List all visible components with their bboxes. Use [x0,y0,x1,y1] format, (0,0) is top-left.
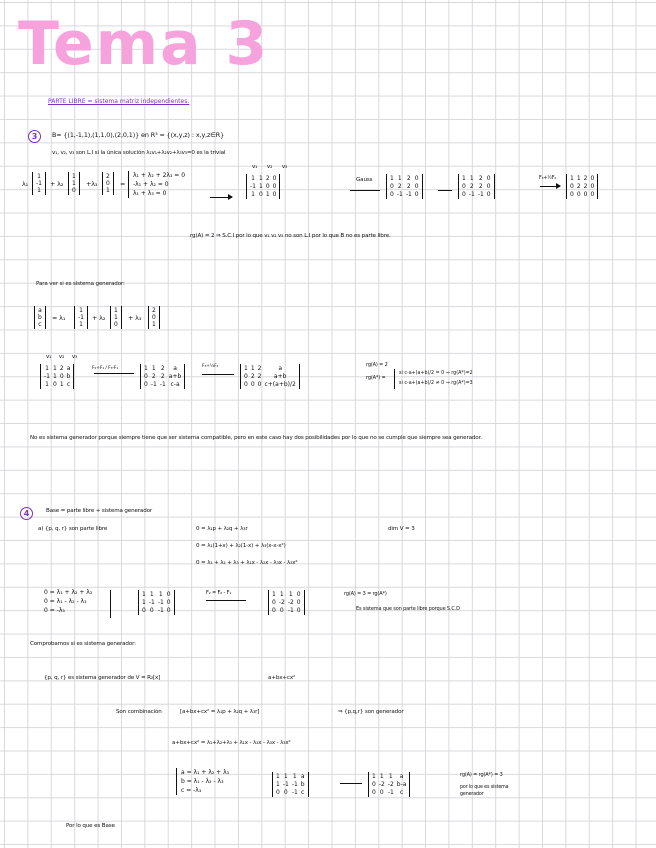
ex4-rank: rg(A) = 3 = rg(A*) [344,591,387,597]
step-label-f3: F₃+½F₂ [539,176,557,181]
final-step-line [340,783,362,784]
ex3-matrix-b: 1 1 2 0 0 2 2 0 0 -1 -1 0 [386,174,423,199]
check-generator: Comprobamos si es sistema generador: [30,641,136,647]
ex4-conclusion-libre: Es sistema que son parte libre porque S.C.D [356,606,460,612]
combination-label: Son combinación [116,709,162,715]
ex3-conclusion: No es sistema generador porque siempre tiene que ser sistema compatible, pero en este caso hay dos posibilidades por lo que no se cumple que siempre sea generador. [30,435,482,441]
final-note: por lo que es sistema generador [460,785,509,797]
gen-vector-v2: 1 1 0 [110,306,122,329]
step-line-2 [438,190,452,191]
ex4-eq3: 0 = λ₁ + λ₂ + λ₃ + λ₁x - λ₂x - λ₃x - λ₃x² [196,560,298,566]
aug-step2-label: F₃+½F₂ [202,364,219,369]
ex3-line1: B= {(1,-1,1),(1,1,0),(2,0,1)} en R³ = {(x,y,z) : x,y,z∈R} [52,131,225,139]
final-matrix-b: 1 1 1 a 0 -2 -2 b-a 0 0 -1 c [368,772,410,797]
ex4-matrix-b: 1 1 1 0 0 -2 -2 0 0 0 -1 0 [268,590,305,615]
ex4-step-label: F₂ = F₂ - F₁ [206,590,232,596]
combination-equation: [a+bx+cx² = λ₁p + λ₂q + λ₃r] [180,709,260,715]
aug-matrix-a: 1 1 2 a -1 1 0 b 1 0 1 c [40,364,74,389]
exercise-3-number: 3 [28,130,41,143]
vector-v1: 1 -1 1 [32,172,46,195]
gauss-label: Gauss [356,177,373,183]
ex4-header: Base = parte libre + sistema generador [46,508,153,514]
aug-matrix-b: 1 1 2 a 0 2 2 a+b 0 -1 -1 c-a [140,364,185,389]
gen-plus-lambda3: + λ₃ [128,314,142,322]
closing-line: Por lo que es Base [66,823,115,829]
gen-eq-lambda1: = λ₁ [52,314,66,322]
gen-vector-v3: 2 0 1 [148,306,160,329]
plus-lambda2-label: + λ₂ [50,180,64,188]
aug-column-labels: v₁ v₂ v₃ [46,354,78,360]
subtitle: PARTE LIBRE = sistema matriz independientes. [48,98,190,105]
final-matrix-a: 1 1 1 a 1 -1 -1 b 0 0 -1 c [272,772,309,797]
final-system: a = λ₁ + λ₂ + λ₃ b = λ₁ - λ₂ - λ₃ c = -λ₃ [176,768,229,795]
final-rank: rg(A) = rg(A*) = 3 [460,772,503,778]
step-arrow [540,186,560,187]
rank-cases: si c-a+(a+b)/2 = 0 ⇒ rg(A*)=2 si c-a+(a+b)/2 ≠ 0 ⇒ rg(A*)=3 [394,369,473,389]
vector-v2: 1 1 0 [68,172,80,195]
generator-statement: {p, q, r} es sistema generador de V = R₂[x] [44,675,161,681]
lambda1-label: λ₁ [22,180,29,188]
gen-vector-v1: 1 -1 1 [74,306,88,329]
expanded-equation: a+bx+cx² = λ₁+λ₂+λ₃ + λ₁x - λ₂x - λ₃x - λ₃x² [172,740,291,746]
exercise-4-number: 4 [20,507,33,520]
gen-plus-lambda2: + λ₂ [92,314,106,322]
ex4-eq2: 0 = λ₁(1+x) + λ₂(1-x) + λ₃(x-x-x²) [196,543,286,549]
aug-step2-line [202,374,234,375]
combination-result: ⇒ {p,q,r} son generador [338,709,404,715]
ex4-eq1: 0 = λ₁p + λ₂q + λ₃r [196,526,248,532]
ex3-system: λ₁ + λ₂ + 2λ₃ = 0 -λ₁ + λ₂ = 0 λ₁ + λ₃ = 0 [128,171,185,198]
vector-v3: 2 0 1 [102,172,114,195]
ex4-dim: dim V = 3 [388,526,415,532]
page-title: Tema 3 [18,9,270,79]
gauss-step-line [350,190,380,191]
ex3-matrix-c: 1 1 2 0 0 2 2 0 0 -1 -1 0 [458,174,495,199]
ex3-matrix-d: 1 1 2 0 0 2 2 0 0 0 0 0 [566,174,598,199]
ex4-step-line [206,600,246,601]
generator-intro: Para ver si es sistema generador: [36,281,125,287]
equals-sign: = [120,180,126,188]
ex3-rank-line: rg(A) = 2 ⇒ S.C.I por lo que v₁ v₂ v₃ no son L.I por lo que B no es parte libre. [190,233,391,239]
aug-matrix-c: 1 1 2 a 0 2 2 a+b 0 0 0 c+(a+b)/2 [240,364,300,389]
aug-step1-label: F₂+F₁ / F₃-F₁ [92,366,118,371]
aug-step1-line [94,373,134,374]
plus-lambda3-label: +λ₃ [86,180,98,188]
rank-note-2: rg(A*) = [366,375,386,381]
implies-arrow [210,197,232,198]
generator-lhs-vector: a b c [34,306,46,329]
generator-polynomial: a+bx+cx² [268,675,296,681]
ex3-matrix-a: 1 1 2 0 -1 1 0 0 1 0 1 0 [246,174,280,199]
ex4-matrix-a: 1 1 1 0 1 -1 -1 0 0 0 -1 0 [138,590,175,615]
system-close-bracket [110,590,111,618]
rank-note-1: rg(A) = 2 [366,362,388,368]
ex3-column-labels: v₁ v₂ v₃ [252,164,288,170]
ex4-part-a: a) {p, q, r} son parte libre [38,526,108,532]
ex3-line2: v₁, v₂, v₃ son L.I si la única solución λ₁v₁+λ₂v₂+λ₃v₃=0 es la trivial [52,150,226,156]
ex4-system: 0 = λ₁ + λ₂ + λ₃ 0 = λ₁ - λ₂ - λ₃ 0 = -λ₃ [44,589,93,614]
